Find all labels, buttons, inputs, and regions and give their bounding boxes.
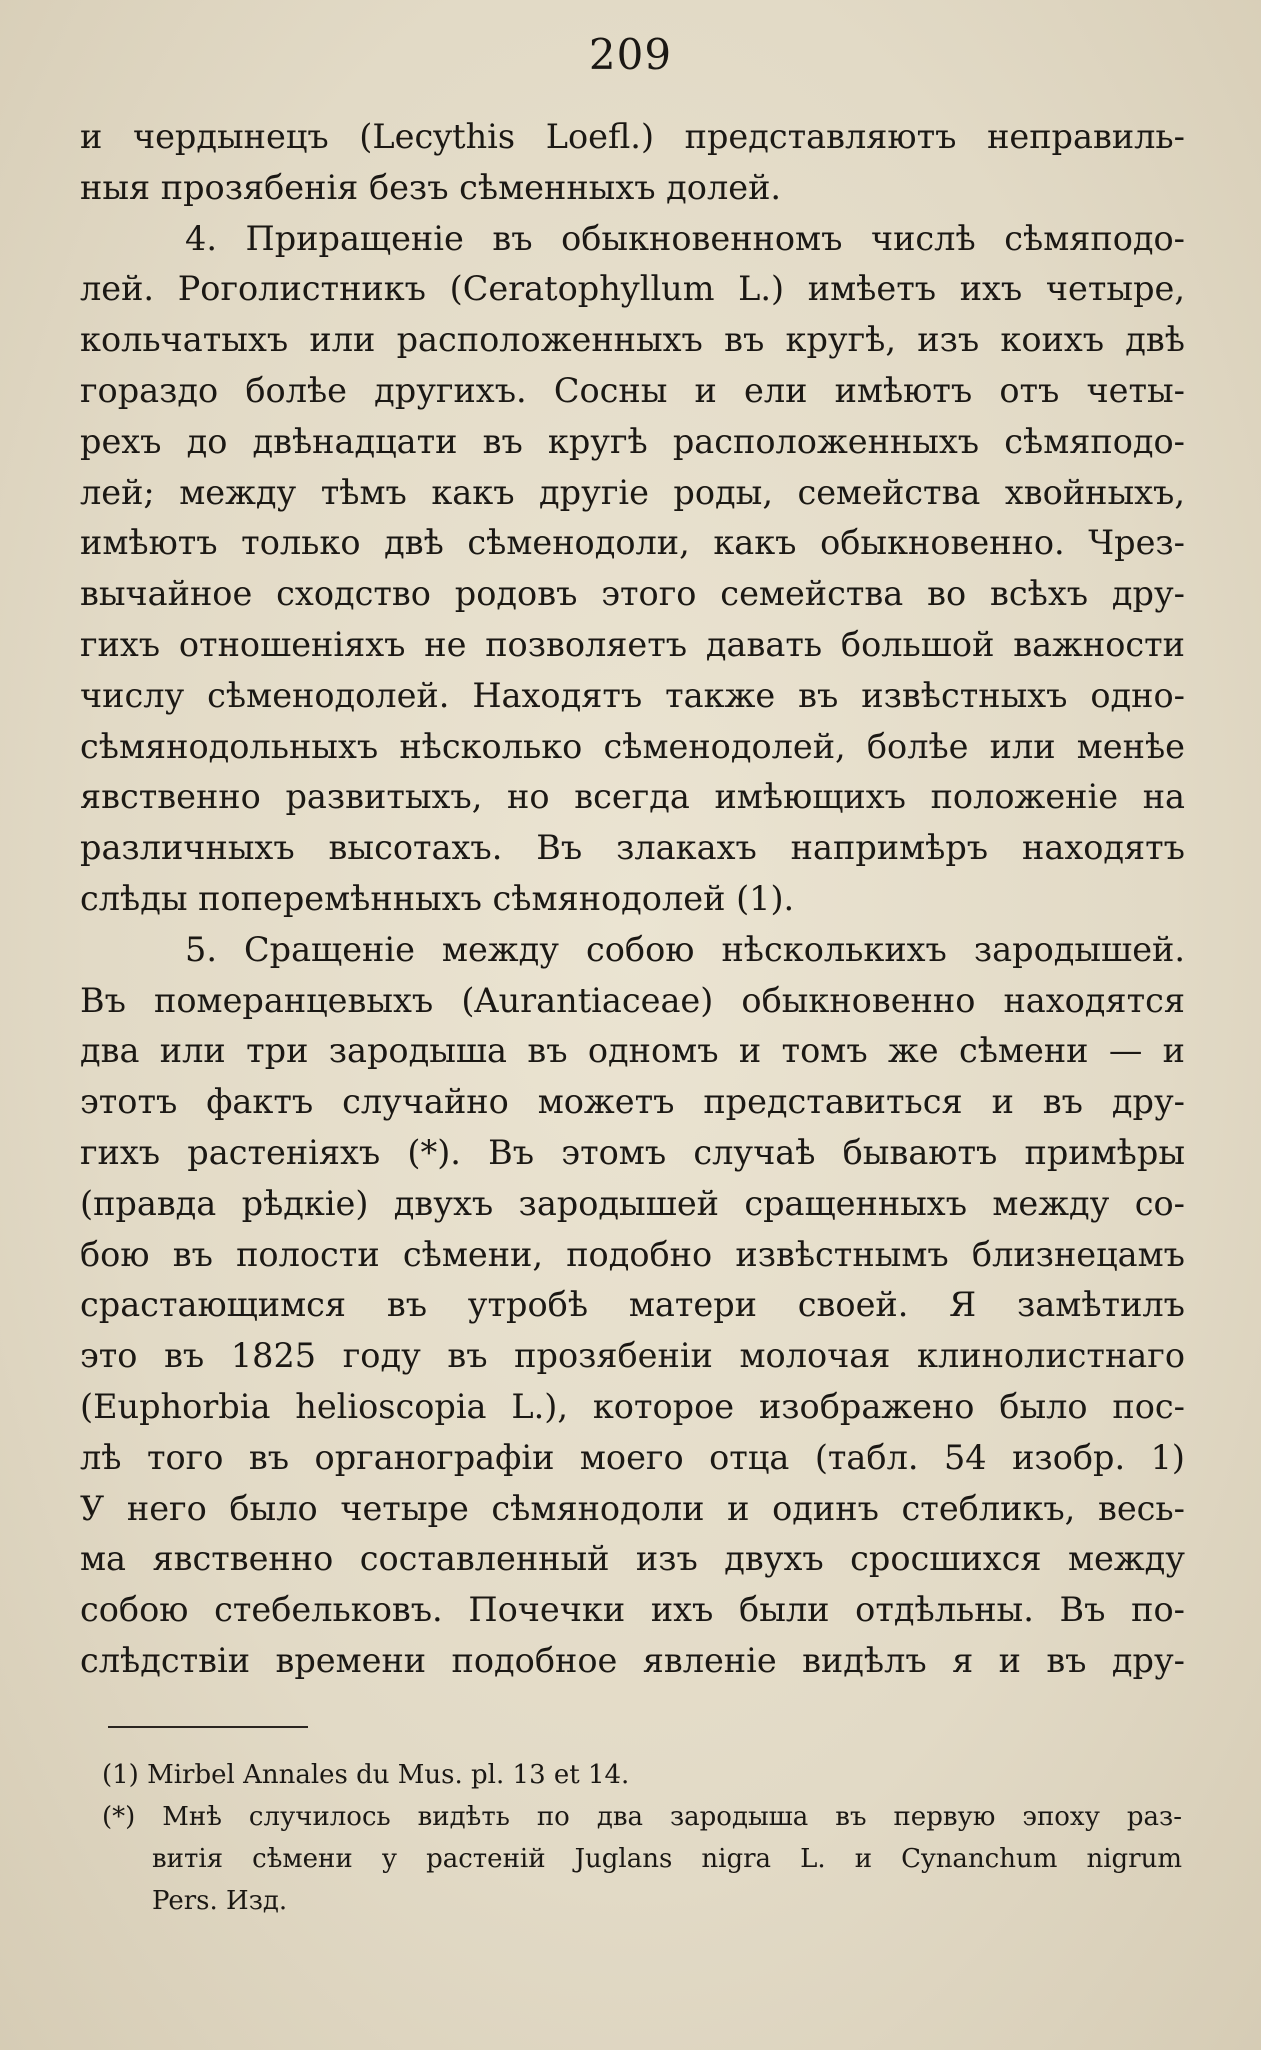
text-line: ныя прозябенія безъ сѣменныхъ долей.	[80, 167, 782, 207]
text-line: два или три зародыша въ одномъ и томъ же сѣмени — и	[80, 1031, 1185, 1071]
text-line: бою въ полости сѣмени, подобно извѣстнымъ близнецамъ	[80, 1234, 1185, 1274]
text-line: явственно развитыхъ, но всегда имѣющихъ положеніе на	[80, 777, 1185, 817]
text-line: это въ 1825 году въ прозябеніи молочая клинолистнаго	[80, 1336, 1185, 1376]
footnote-1: (1) Mirbel Annales du Mus. pl. 13 et 14.	[102, 1760, 630, 1790]
text-line: гораздо болѣе другихъ. Сосны и ели имѣютъ отъ четы-	[80, 370, 1185, 410]
text-line: вычайное сходство родовъ этого семейства во всѣхъ дру-	[80, 574, 1185, 614]
body-text	[80, 112, 1185, 1687]
footnote-divider	[108, 1726, 308, 1728]
text-line: сѣмянодольныхъ нѣсколько сѣменодолей, болѣе или менѣе	[80, 726, 1185, 766]
text-line: числу сѣменодолей. Находятъ также въ извѣстныхъ одно-	[80, 675, 1185, 715]
text-line: (правда рѣдкіе) двухъ зародышей сращенныхъ между со-	[80, 1183, 1185, 1223]
text-line: лѣ того въ органографіи моего отца (табл. 54 изобр. 1)	[80, 1437, 1185, 1477]
text-line: и чердынецъ (Lecythis Loefl.) представляютъ неправиль-	[80, 117, 1185, 156]
text-line: различныхъ высотахъ. Въ злакахъ напримѣръ находятъ	[80, 828, 1185, 868]
text-line: лей; между тѣмъ какъ другіе роды, семейства хвойныхъ,	[80, 472, 1185, 512]
text-line: лей. Роголистникъ (Ceratophyllum L.) имѣетъ ихъ четыре,	[80, 269, 1185, 309]
text-line: кольчатыхъ или расположенныхъ въ кругѣ, изъ коихъ двѣ	[80, 320, 1185, 360]
footnote-star-continued: витія сѣмени у растеній Juglans nigra L. и Cynanchum nigrum	[152, 1844, 1182, 1874]
text-line: имѣютъ только двѣ сѣменодоли, какъ обыкновенно. Чрез-	[80, 523, 1185, 563]
text-line: ма явственно составленный изъ двухъ сросшихся между	[80, 1539, 1185, 1579]
text-line: рехъ до двѣнадцати въ кругѣ расположенныхъ сѣмяподо-	[80, 421, 1185, 461]
paragraph-start-line: 5. Сращеніе между собою нѣсколькихъ зародышей.	[185, 929, 1185, 969]
text-line: гихъ растеніяхъ (*). Въ этомъ случаѣ бываютъ примѣры	[80, 1132, 1185, 1172]
text-line: срастающимся въ утробѣ матери своей. Я замѣтилъ	[80, 1285, 1185, 1325]
footnotes	[102, 1754, 1182, 1922]
text-line: этотъ фактъ случайно можетъ представиться и въ дру-	[80, 1082, 1185, 1122]
text-line: слѣды поперемѣнныхъ сѣмянодолей (1).	[80, 878, 795, 918]
text-line: гихъ отношеніяхъ не позволяетъ давать большой важности	[80, 624, 1185, 664]
footnote-star-end: Pers. Изд.	[152, 1886, 288, 1916]
text-line: собою стебельковъ. Почечки ихъ были отдѣльны. Въ по-	[80, 1590, 1185, 1630]
paragraph-start-line: 4. Приращеніе въ обыкновенномъ числѣ сѣмяподо-	[185, 218, 1185, 258]
footnote-star: (*) Мнѣ случилось видѣть по два зародыша въ первую эпоху раз-	[102, 1802, 1182, 1832]
text-line: Въ померанцевыхъ (Aurantiaceae) обыкновенно находятся	[80, 980, 1185, 1020]
text-line: слѣдствіи времени подобное явленіе видѣлъ я и въ дру-	[80, 1640, 1185, 1680]
text-line: (Euphorbia helioscopia L.), которое изображено было пос-	[80, 1386, 1185, 1426]
text-line: У него было четыре сѣмянодоли и одинъ стебликъ, весь-	[80, 1488, 1185, 1528]
page-number: 209	[588, 30, 673, 79]
